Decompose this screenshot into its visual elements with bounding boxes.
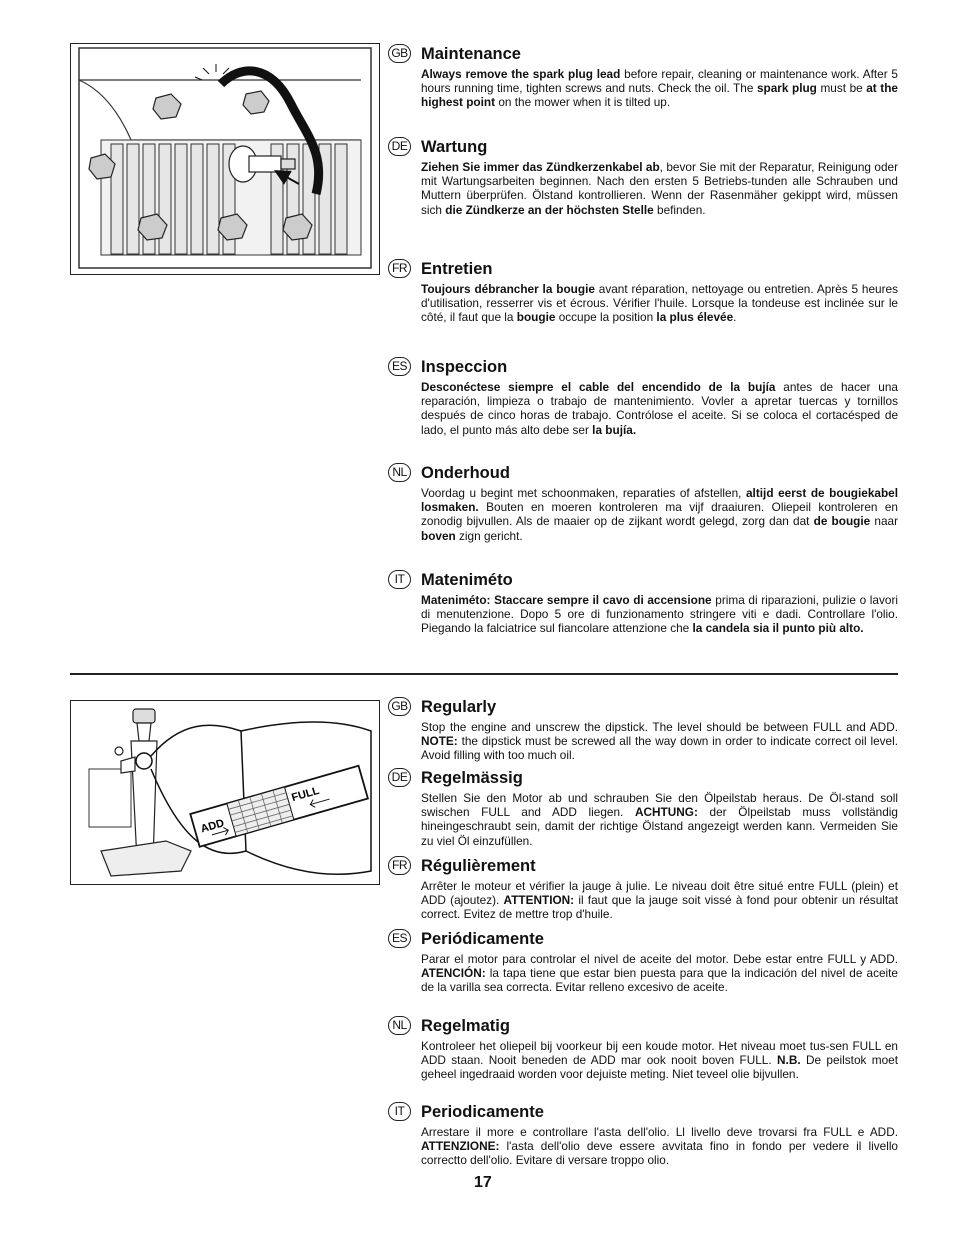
paragraph <box>421 952 898 995</box>
section-heading: Entretien <box>421 260 493 278</box>
paragraph <box>421 67 898 110</box>
dipstick-illustration <box>70 700 380 885</box>
paragraph <box>421 282 898 325</box>
section-heading: Maintenance <box>421 45 521 63</box>
text-run: il faut que la jauge soit vissé à fond pour obtenir un résultat correct. Evitez de mettre trop d'huile. <box>421 893 898 922</box>
text-run: la tapa tiene que estar bien puesta para que la indicación del nivel de aceite de la varilla sea correcta. Evitar relleno excesivo de aceite. <box>421 966 898 995</box>
language-badge: DE <box>388 768 411 787</box>
text-run: Bouten en moeren kontroleren ma vijf draaiuren. Oliepeil kontroleren en zonodig bijvullen. Als de maaier op de zijkant wordt gelegd, zorg dan dat <box>421 500 898 529</box>
bold-text: la bujía. <box>592 422 637 437</box>
text-run: avant réparation, nettoyage ou entretien. Après 5 heures d'utilisation, resserrer vis et écrous. Vérifier l'huile. Lorsque la tondeuse est inclinée sur le côté, il faut que la <box>421 282 898 325</box>
section-heading: Periódicamente <box>421 930 544 948</box>
paragraph <box>421 1039 898 1082</box>
text-run: antes de hacer una reparación, limpieza o trabajo de mantenimiento. Vovler a apretar tuercas y tornillos después de cinco horas de trabajo. Contrólose el aceite. Si se coloca el cortacésped de lado, el punto más alto debe ser <box>421 380 898 437</box>
text-run: naar <box>870 514 898 529</box>
language-badge: DE <box>388 137 411 156</box>
paragraph <box>421 720 898 763</box>
bold-text: altijd eerst de bougiekabel losmaken. <box>421 486 898 515</box>
language-badge: ES <box>388 929 411 948</box>
language-badge: IT <box>388 1102 411 1121</box>
maintenance-entry-nl <box>388 463 898 543</box>
add-marking: ADD <box>199 817 226 836</box>
bold-text: Always remove the spark plug lead <box>421 67 621 81</box>
bold-text: N.B. <box>777 1053 801 1068</box>
bold-text: la candela sia il punto più alto. <box>692 621 864 636</box>
section-heading: Inspeccion <box>421 358 508 376</box>
bold-text: NOTE: <box>421 734 458 749</box>
text-run: Stellen Sie den Motor ab und schrauben Sie den Ölpeilstab heraus. De Öl-stand soll swischen FULL and ADD liegen. <box>421 791 898 820</box>
bold-text: ATENCIÓN: <box>421 966 486 981</box>
section-heading: Regelmatig <box>421 1017 510 1035</box>
bold-text: la plus élevée <box>656 310 734 325</box>
text-run: Kontroleer het oliepeil bij voorkeur bij een koude motor. Het niveau moet tus-sen FULL en ADD staan. Nooit beneden de ADD mar ook nooit boven FULL. <box>421 1039 898 1068</box>
oil-entry-nl <box>388 1016 898 1082</box>
bold-text: bougie <box>516 310 556 325</box>
language-badge: GB <box>388 697 411 716</box>
paragraph <box>421 879 898 922</box>
bold-text: ATTENTION: <box>503 893 575 908</box>
text-run: before repair, cleaning or maintenance work. After 5 hours running time, tighten screws and nuts. Check the oil. The <box>421 67 898 96</box>
section-heading: Wartung <box>421 138 488 156</box>
section-heading: Onderhoud <box>421 464 510 482</box>
section-divider <box>70 673 898 675</box>
page-number: 17 <box>474 1174 492 1191</box>
section-heading: Mateniméto <box>421 571 513 589</box>
text-run: occupe la position <box>555 310 657 325</box>
language-badge: FR <box>388 259 411 278</box>
text-run: l'asta dell'olio deve essere avvitata fino in fondo per vedere il livello correctto dell'olio. Evitare di versare troppo olio. <box>421 1139 898 1168</box>
maintenance-entry-es <box>388 357 898 437</box>
section-heading: Régulièrement <box>421 857 536 875</box>
section-heading: Regelmässig <box>421 769 523 787</box>
paragraph <box>421 791 898 848</box>
text-run: Arrestare il more e controllare l'asta dell'olio. Ll livello deve trovarsi fra FULL e ADD. <box>421 1125 898 1139</box>
text-run: De peilstok moet geheel ingedraaid worden voor dejuiste meting. Niet teveel olie bijvullen. <box>421 1053 899 1082</box>
bold-text: boven <box>421 528 456 543</box>
language-badge: IT <box>388 570 411 589</box>
full-marking: FULL <box>290 784 321 805</box>
bold-text: Mateniméto: Staccare sempre il cavo di accensione <box>421 593 712 607</box>
text-run: . <box>733 310 737 325</box>
text-run: befinden. <box>653 202 706 217</box>
text-run: must be <box>816 81 867 96</box>
bold-text: spark plug <box>756 81 817 96</box>
text-run: Parar el motor para controlar el nivel de aceite del motor. Debe estar entre FULL y ADD. <box>421 952 898 966</box>
oil-entry-es <box>388 929 898 995</box>
language-badge: NL <box>388 1016 411 1035</box>
maintenance-entry-it <box>388 570 898 636</box>
bold-text: Toujours débrancher la bougie <box>421 282 595 296</box>
paragraph <box>421 486 898 543</box>
maintenance-entry-gb <box>388 44 898 110</box>
text-run: Voordag u begint met schoonmaken, reparaties of afstellen, <box>421 486 746 500</box>
engine-drawing <box>71 44 379 274</box>
text-run: Arrêter le moteur et vérifier la jauge à julie. Le niveau doit être situé entre FULL (plein) et ADD (ajoutez). <box>421 879 898 908</box>
maintenance-entry-de <box>388 137 898 217</box>
bold-text: die Zündkerze an der höchsten Stelle <box>445 202 654 217</box>
bold-text: at the highest point <box>421 81 898 110</box>
bold-text: ATTENZIONE: <box>421 1139 500 1154</box>
oil-entry-it <box>388 1102 898 1168</box>
text-run: Stop the engine and unscrew the dipstick. The level should be between FULL and ADD. <box>421 720 898 734</box>
oil-entry-gb <box>388 697 898 763</box>
section-heading: Regularly <box>421 698 497 716</box>
text-run: der Ölpeilstab muss vollständig hineingeschraubt sein, damit der richtige Ölstand angezeigt werden kann. Vermeiden Sie zu viel Öl einzufüllen. <box>421 805 898 848</box>
language-badge: GB <box>388 44 411 63</box>
text-run: on the mower when it is tilted up. <box>495 95 671 110</box>
maintenance-entry-fr <box>388 259 898 325</box>
language-badge: FR <box>388 856 411 875</box>
text-run: zign gericht. <box>455 528 523 543</box>
paragraph <box>421 160 898 217</box>
section-heading: Periodicamente <box>421 1103 544 1121</box>
dipstick-drawing <box>71 701 379 884</box>
bold-text: Desconéctese siempre el cable del encendido de la bujía <box>421 380 776 394</box>
text-run: the dipstick must be screwed all the way down in order to indicate correct oil level. Avoid filling with too much oil. <box>421 734 898 763</box>
paragraph <box>421 593 898 636</box>
text-run: prima di riparazioni, pulizie o lavori di menutenzione. Dopo 5 ore di funzionamento stringere viti e dadi. Controllare l'olio. Piegando la falciatrice sul fiancolare attenzione che <box>421 593 898 636</box>
paragraph <box>421 1125 898 1168</box>
language-badge: NL <box>388 463 411 482</box>
bold-text: Ziehen Sie immer das Zündkerzenkabel ab <box>421 160 660 174</box>
oil-entry-fr <box>388 856 898 922</box>
bold-text: de bougie <box>813 514 871 529</box>
spark-plug-illustration <box>70 43 380 275</box>
language-badge: ES <box>388 357 411 376</box>
text-run: , bevor Sie mit der Reparatur, Reinigung oder mit Wartungsarbeiten beginnen. Nach den ersten 5 Betriebs-tunden alle Schrauben und Muttern überprüfen. Ölstand kontrollieren. Wenn der Rasenmäher gekippt wird, müssen sich <box>421 160 898 217</box>
bold-text: ACHTUNG: <box>634 805 698 820</box>
paragraph <box>421 380 898 437</box>
oil-entry-de <box>388 768 898 848</box>
